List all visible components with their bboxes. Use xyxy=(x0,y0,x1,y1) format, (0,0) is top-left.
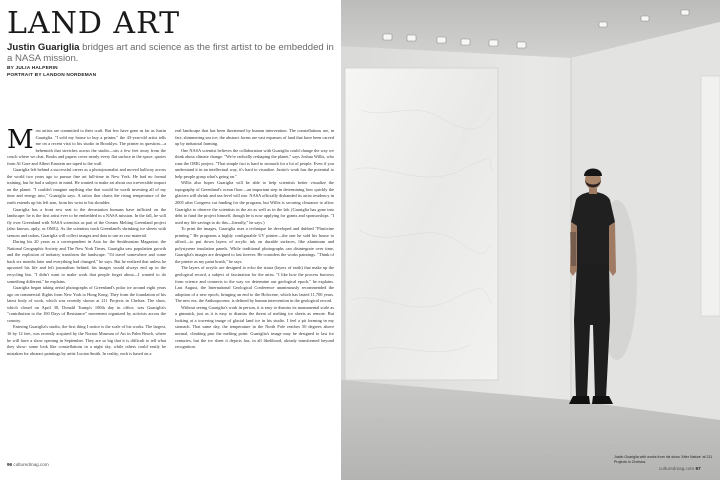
page-number: 97 xyxy=(695,466,701,471)
paragraph: To print the images, Guariglia uses a technique he developed and dubbed "Plasticine printing." He programs a highly configurable UV printer—the one he sold his house to afford—to put down layers of acrylic ink on durable surfaces, like aluminum and polystyrene insulation panels. While traditional photographs can disintegrate over time, Guariglia's images are designed to last forever. He considers the works paintings. "Think of the printer as my paint brush," he says. xyxy=(175,226,334,264)
dek xyxy=(7,42,337,64)
paragraph: One NASA scientist believes the collaboration with Guariglia could change the way we think about climate change. "We're radically reshaping the planet," says Joshua Willis, who runs the OMG project. "That simple fact is hard to stomach for a lot of people. Even if you understand it in an intellectual way, it's hard to visualize. Justin's work has the potential to help people grasp what's going on." xyxy=(175,147,334,179)
portrait-credit: PORTRAIT BY LANDON NORDEMAN xyxy=(7,73,97,78)
photo-caption: Justin Guariglia with works from his show 'After Nature' at 211 Projects in Chelsea. xyxy=(614,455,713,464)
paragraph: During his 20 years as a correspondent in Asia for the Smithsonian Magazine, the National Geographic Society and The New York Times, Guariglia saw population growth and the explosion of industry transform the landscape. "I'd travel somewhere and come back six months later and everything had changed," he says. But he realized that unless he uprooted his life and left journalism behind, his images would always end up in the recycling bin. "I didn't want to make work that people forget about—I wanted to do something different," he explains. xyxy=(7,239,166,284)
folio-site: culturedmag.com xyxy=(659,466,695,471)
dek-highlight: Justin Guariglia xyxy=(7,42,80,53)
folio-right xyxy=(659,466,701,471)
man-shirt xyxy=(571,192,615,264)
gallery-portrait-photo xyxy=(341,0,720,480)
article-column-1 xyxy=(7,128,166,430)
paragraph-text: ost artists are committed to their craft. But few have gone as far as Justin Guariglia. "I sold my house to buy a printer," the 43-year-old artist tells me on a recent visit to his studio in Brooklyn. The printer in question—a behemoth that stretches across the studio—sits a few feet away from the couch where we chat. Books and papers cover nearly every flat surface in the space, quotes from Al Gore and Albert Einstein are taped to the wall. xyxy=(7,128,166,166)
dek-rest: bridges art and science as the first artist to be embedded in a NASA mission. xyxy=(7,42,334,64)
folio-left xyxy=(7,462,49,467)
paragraph: Without seeing Guariglia's work in person, it is easy to dismiss its monumental scale as a gimmick, just as it is easy to dismiss the threat of melting ice sheets as remote. But looking at a towering image of glacial land ice in his studio, I feel a pit forming in my stomach. That same day, the temperature in the North Pole reaches 50 degrees above normal, climbing past the melting point. Guariglia's image may be designed to last for centuries, but the ice sheet it depicts has, in all likelihood, already transformed beyond recognition. xyxy=(175,304,334,350)
byline: BY JULIA HALPERIN xyxy=(7,66,58,71)
page-number: 96 xyxy=(7,462,13,467)
paragraph: Guariglia has a front row seat to the devastation humans have inflicted on the landscape: he is the first artist ever to be embedded in a NASA mission. In the fall, he will fly over Greenland with NASA scientists as part of the Oceans Melting Greenland project (also known, aptly, as OMG). As the scientists track Greenland's shrinking ice sheets with sensors and radars, Guariglia will collect images and data to use as raw material. xyxy=(7,206,166,238)
drop-cap: M xyxy=(7,128,34,155)
paragraph xyxy=(7,128,166,167)
large-white-artwork xyxy=(345,68,498,380)
paragraph: Willis also hopes Guariglia will be able to help scientists better visualize the topography of Greenland's ocean floor—an important step in determining how quickly the glaciers will shrink and sea level will rise. NASA officially disbanded its artist residency in 2005 after Congress cut funding for the program, but Willis is securing clearance to allow Guariglia to observe the scientists in the air as well as in the lab. (Guariglia has gone into debt to fund the project himself, though he is now applying for grants and sponsorships. "I used my life savings to do this—literally," he says.) xyxy=(175,180,334,225)
paragraph: Guariglia left behind a successful career as a photojournalist and moved halfway across the world two years ago to pursue fine art full-time in New York. He had no formal training, but he had a subject in mind. He wanted to make art about our irreversible impact on the planet. "I couldn't imagine anything else that would be worth investing all of my time and energy into," Guariglia says. A tattoo that charts the rising temperature of the earth extends up his left arm, from his wrist to his shoulder. xyxy=(7,167,166,206)
right-page xyxy=(341,0,720,480)
headline: LAND ART xyxy=(7,6,181,41)
paragraph: real landscape that has been threatened by human intervention. The constellations are, in fact, shimmering sea ice; the abstract forms are vast expanses of land that have been carved up by industrial farming. xyxy=(175,128,334,147)
article-body xyxy=(7,128,334,430)
right-artwork xyxy=(701,76,720,316)
article-column-2 xyxy=(175,128,334,430)
paragraph: The layers of acrylic are designed to echo the strata (layers of earth) that make up the geological record, a subject of fascination for the artist. "I like how the process borrows from science and connects to the way we determine our geological epoch," he explains. Last August, the International Geological Conference unanimously recommended the adoption of a new epoch, bringing an end to the Holocene, which has lasted 11,700 years. The new era, the Anthropocene, is defined by human intervention in the geological record. xyxy=(175,265,334,304)
paragraph: Guariglia began taking aerial photographs of Greenland's polar ice around eight years ago on commercial flights from New York to Hong Kong. They form the foundation of his latest body of work, which was recently shown at 211 Projects in Chelsea. The show, which closed on April 30, Donald Trump's 100th day in office, was Guariglia's "contribution to the 100 Days of Resistance" movement organized by activists across the country. xyxy=(7,285,166,323)
left-page xyxy=(0,0,341,480)
folio-site: culturedmag.com xyxy=(13,462,49,467)
paragraph: Entering Guariglia's studio, the first thing I notice is the scale of his works. The largest, 16 by 12 feet, was recently acquired by the Norton Museum of Art in Palm Beach, where he will have a show opening in September. They are so big that it is difficult to tell what they show: some look like constellations in a night sky, while others could easily be mistaken for abstract paintings by artist Lucian Smith. In reality, each is based on a xyxy=(7,324,166,356)
